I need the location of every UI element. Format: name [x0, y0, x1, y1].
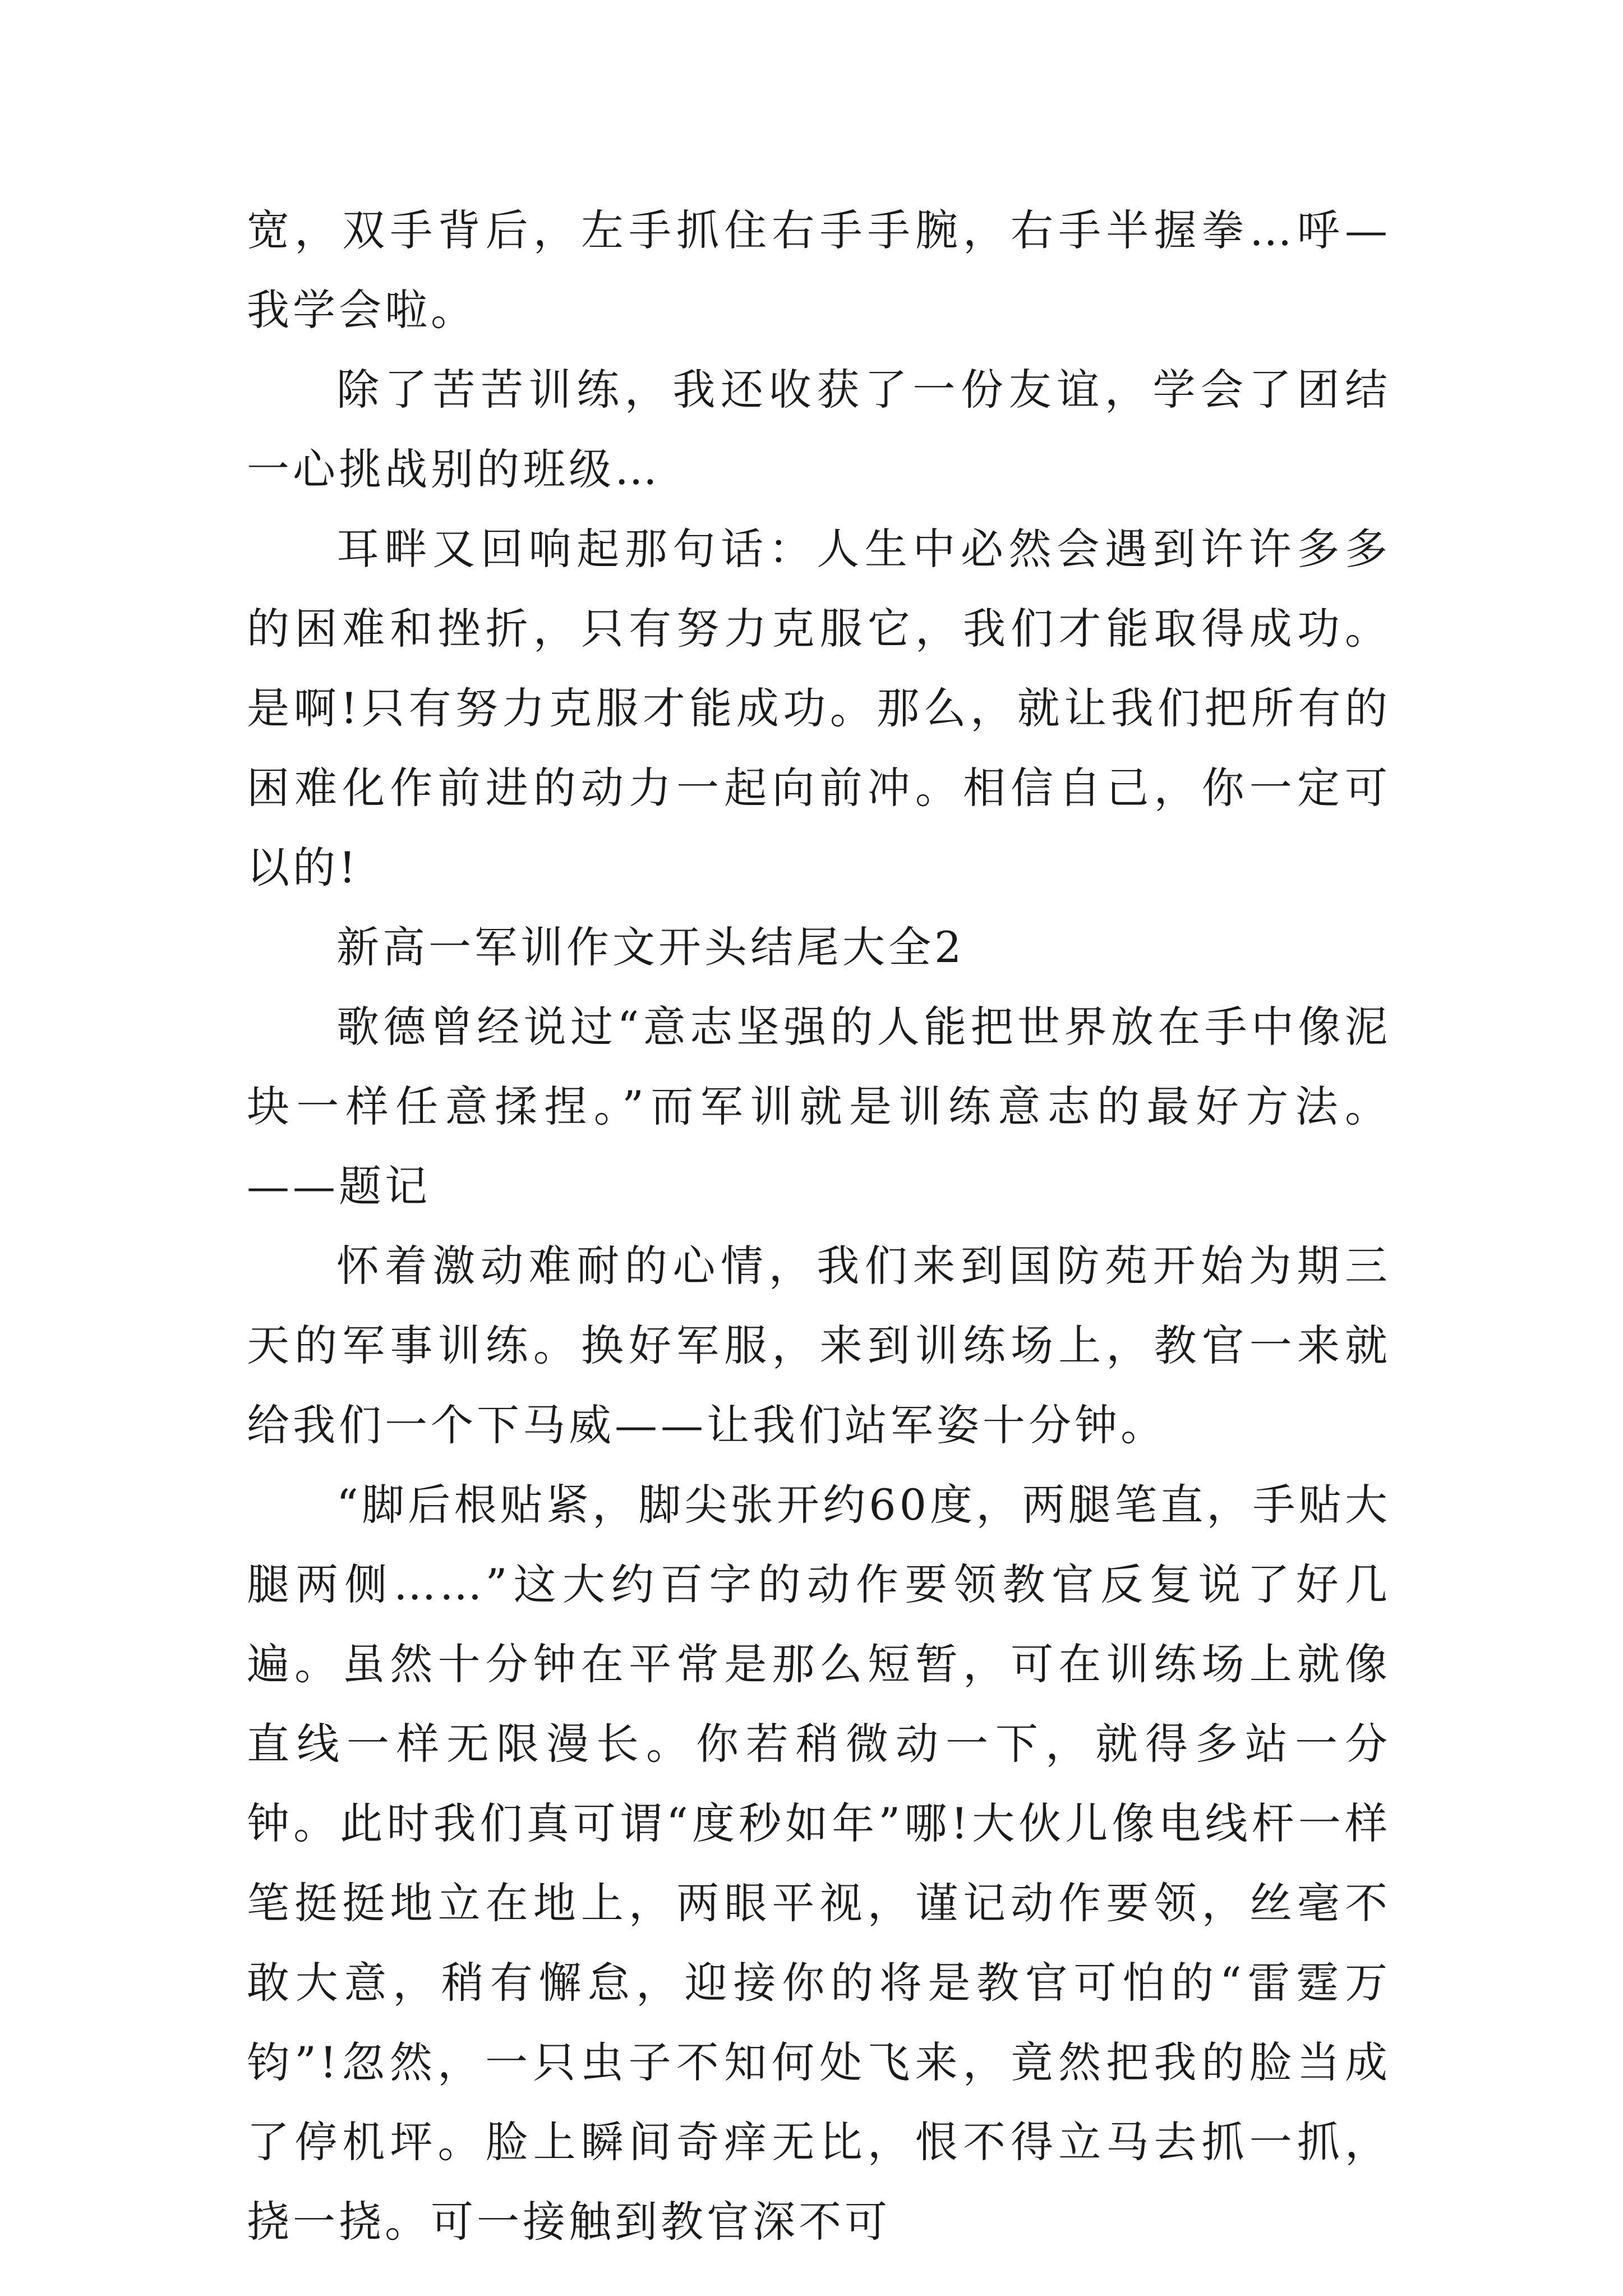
paragraph-standing-posture: “脚后根贴紧，脚尖张开约60度，两腿笔直，手贴大腿两侧……”这大约百字的动作要领教官反复说了好几遍。虽然十分钟在平常是那么短暂，可在训练场上就像直线一样无限漫长。你若稍微动一下，就得多站一分钟。此时我们真可谓“度秒如年”哪!大伙儿像电线杆一样笔挺挺地立在地上，两眼平视，谨记动作要领，丝毫不敢大意，稍有懈怠，迎接你的将是教官可怕的“雷霆万钧”!忽然，一只虫子不知何处飞来，竟然把我的脸当成了停机坪。脸上瞬间奇痒无比，恨不得立马去抓一抓，挠一挠。可一接触到教官深不可 [247, 1480, 1391, 2247]
document-body [247, 191, 1391, 2262]
paragraph-overcome-difficulties: 耳畔又回响起那句话：人生中必然会遇到许许多多的困难和挫折，只有努力克服它，我们才能取得成功。是啊!只有努力克服才能成功。那么，就让我们把所有的困难化作前进的动力一起向前冲。相信自己，你一定可以的! [247, 524, 1391, 892]
paragraph-friendship: 除了苦苦训练，我还收获了一份友谊，学会了团结一心挑战别的班级… [247, 365, 1391, 494]
section-heading: 新高一军训作文开头结尾大全2 [336, 922, 965, 972]
paragraph-epigraph: 歌德曾经说过“意志坚强的人能把世界放在手中像泥块一样任意揉捏。”而军训就是训练意志的最好方法。 ——题记 [247, 1002, 1391, 1211]
paragraph-training-start: 怀着激动难耐的心情，我们来到国防苑开始为期三天的军事训练。换好军服，来到训练场上，教官一来就给我们一个下马威——让我们站军姿十分钟。 [247, 1241, 1391, 1450]
paragraph-continuation: 宽，双手背后，左手抓住右手手腕，右手半握拳…呼—我学会啦。 [247, 205, 1391, 335]
